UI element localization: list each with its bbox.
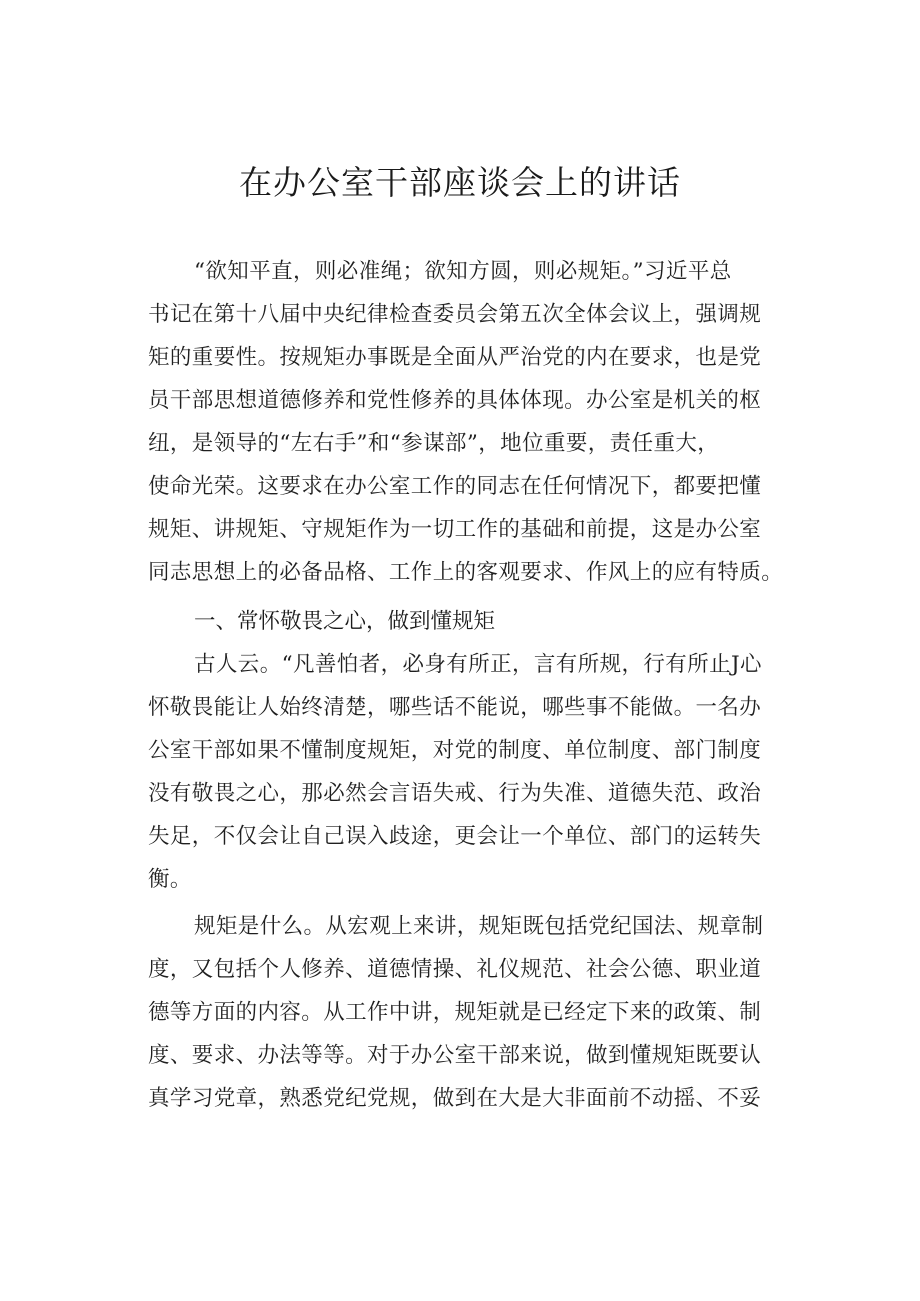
paragraph-section1-b bbox=[148, 905, 802, 1120]
paragraph-section1-a bbox=[148, 643, 802, 901]
paragraph-line: 失足，不仅会让自己误入歧途，更会让一个单位、部门的运转失 bbox=[148, 824, 762, 849]
paragraph-intro bbox=[148, 250, 802, 594]
paragraph-line: 怀敬畏能让人始终清楚，哪些话不能说，哪些事不能做。一名办 bbox=[148, 695, 762, 720]
paragraph-line: 没有敬畏之心，那必然会言语失戒、行为失准、道德失范、政治 bbox=[148, 781, 762, 806]
paragraph-line: 使命光荣。这要求在办公室工作的同志在任何情况下，都要把懂 bbox=[148, 474, 762, 499]
document-title: 在办公室干部座谈会上的讲话 bbox=[239, 163, 681, 202]
paragraph-line: 纽，是领导的“左右手”和“参谋部”，地位重要，责任重大， bbox=[148, 431, 720, 456]
paragraph-line: “欲知平直，则必准绳；欲知方圆，则必规矩。”习近平总 bbox=[194, 259, 732, 284]
paragraph-line: 真学习党章，熟悉党纪党规，做到在大是大非面前不动摇、不妥 bbox=[148, 1086, 762, 1111]
paragraph-line: 员干部思想道德修养和党性修养的具体体现。办公室是机关的枢 bbox=[148, 388, 762, 413]
paragraph-line: 德等方面的内容。从工作中讲，规矩就是已经定下来的政策、制 bbox=[148, 1000, 762, 1025]
paragraph-line: 书记在第十八届中央纪律检查委员会第五次全体会议上，强调规 bbox=[148, 302, 762, 327]
paragraph-line: 公室干部如果不懂制度规矩，对党的制度、单位制度、部门制度 bbox=[148, 738, 762, 763]
section-heading: 一、常怀敬畏之心，做到懂规矩 bbox=[194, 609, 496, 634]
paragraph-line: 矩的重要性。按规矩办事既是全面从严治党的内在要求，也是党 bbox=[148, 345, 762, 370]
paragraph-line: 规矩、讲规矩、守规矩作为一切工作的基础和前提，这是办公室 bbox=[148, 517, 762, 542]
paragraph-line: 古人云。“凡善怕者，必身有所正，言有所规，行有所止J心 bbox=[194, 652, 762, 677]
paragraph-line: 度，又包括个人修养、道德情操、礼仪规范、社会公德、职业道 bbox=[148, 957, 762, 982]
paragraph-line: 衡。 bbox=[148, 867, 192, 892]
paragraph-line: 同志思想上的必备品格、工作上的客观要求、作风上的应有特质。 bbox=[148, 560, 784, 585]
paragraph-line: 规矩是什么。从宏观上来讲，规矩既包括党纪国法、规章制 bbox=[194, 914, 764, 939]
paragraph-line: 度、要求、办法等等。对于办公室干部来说，做到懂规矩既要认 bbox=[148, 1043, 762, 1068]
